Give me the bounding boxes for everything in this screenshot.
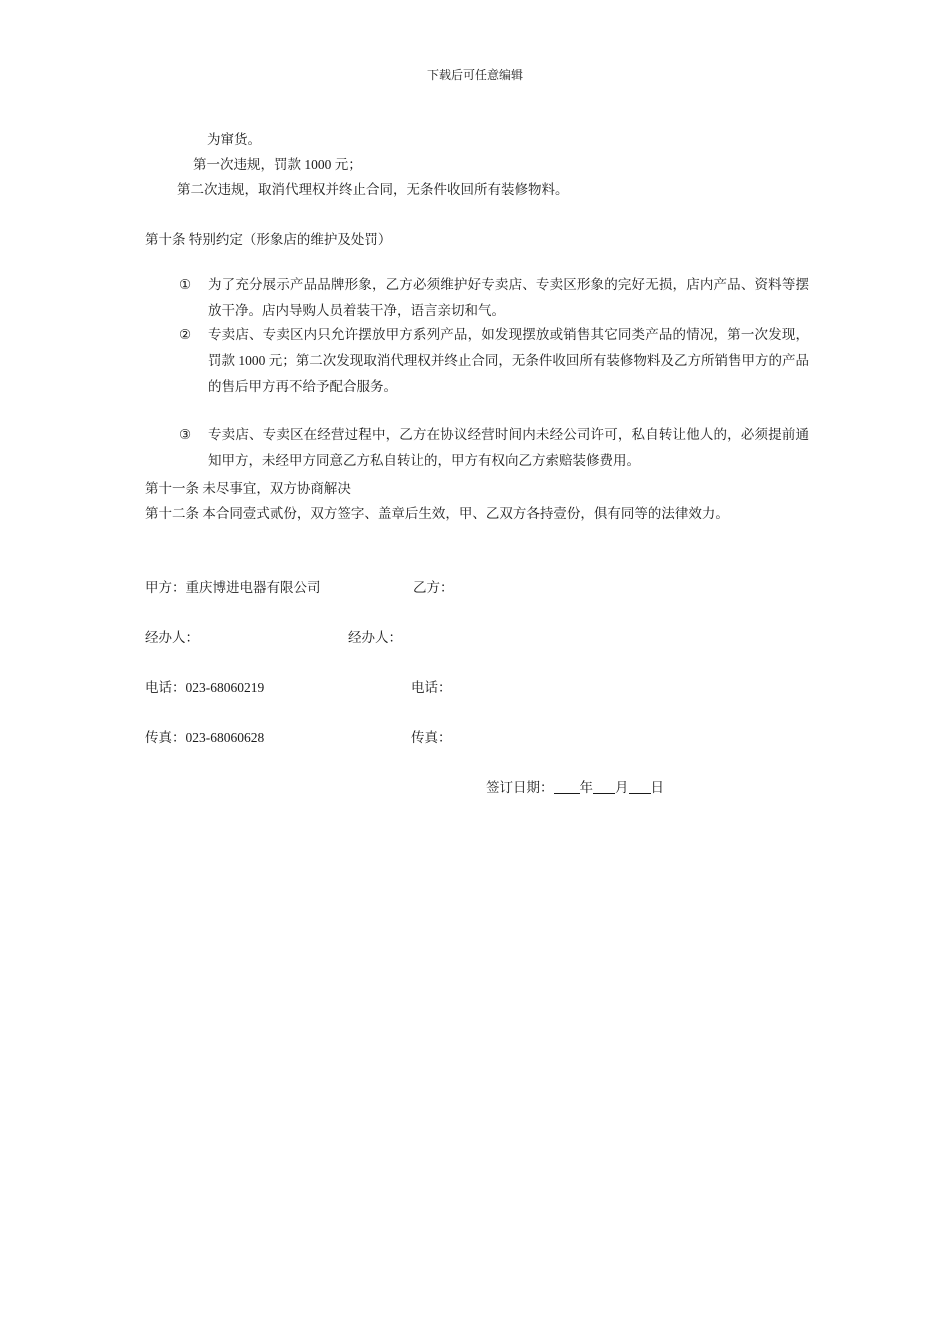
first-violation-line: 第一次违规，罚款 1000 元； [193,157,362,172]
signing-date [486,776,664,796]
continuation-line: 为窜货。 [207,132,261,147]
article-11: 第十一条 未尽事宜，双方协商解决 [145,481,351,496]
item-number: ③ [179,427,192,442]
party-a-handler: 经办人： [145,630,199,645]
party-b-phone: 电话： [411,680,452,695]
list-item [179,422,809,474]
party-b-name: 乙方： [413,580,454,595]
item-number: ① [179,277,192,292]
item-number: ② [179,327,192,342]
item-text: 专卖店、专卖区内只允许摆放甲方系列产品，如发现摆放或销售其它同类产品的情况，第一次发现，罚款 1000 元；第二次发现取消代理权并终止合同，无条件收回所有装修物料及乙方所销售甲方的产品的售后甲方再不给予配合服务。 [208,327,809,394]
header-note: 下载后可任意编辑 [426,68,523,82]
second-violation-line: 第二次违规，取消代理权并终止合同，无条件收回所有装修物料。 [177,182,569,197]
day-blank [629,779,651,794]
party-b-handler: 经办人： [348,630,402,645]
party-a-phone: 电话：023-68060219 [145,680,265,695]
day-label: 日 [650,780,664,795]
article-10-title: 第十条 特别约定（形象店的维护及处罚） [145,232,392,247]
item-text: 专卖店、专卖区在经营过程中，乙方在协议经营时间内未经公司许可，私自转让他人的，必须提前通知甲方，未经甲方同意乙方私自转让的，甲方有权向乙方索赔装修费用。 [208,427,809,468]
item-text: 为了充分展示产品品牌形象，乙方必须维护好专卖店、专卖区形象的完好无损，店内产品、资料等摆放干净。店内导购人员着装干净，语言亲切和气。 [208,277,809,318]
year-label: 年 [579,780,593,795]
party-b-fax: 传真： [411,730,452,745]
month-label: 月 [615,780,629,795]
party-a-name: 甲方：重庆博进电器有限公司 [145,580,321,595]
year-blank [554,779,580,794]
list-item [179,322,809,400]
article-12: 第十二条 本合同壹式贰份，双方签字、盖章后生效，甲、乙双方各持壹份，俱有同等的法律效力。 [145,506,729,521]
signing-date-label: 签订日期： [486,780,554,795]
party-a-fax: 传真：023-68060628 [145,730,265,745]
month-blank [593,779,615,794]
list-item [179,272,809,324]
